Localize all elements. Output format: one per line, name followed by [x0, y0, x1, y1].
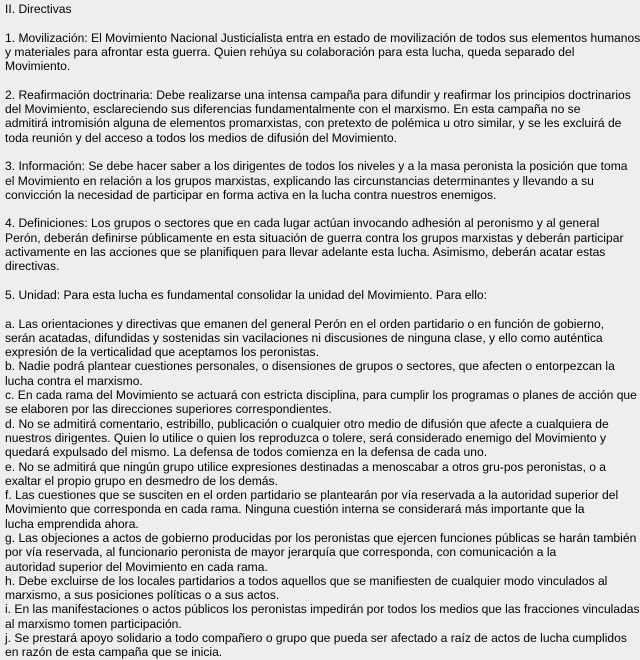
text-line: y materiales para afrontar esta guerra. Quien rehúya su colaboración para esta lucha, queda separado del [5, 44, 575, 59]
subitem-e-line: e. No se admitirá que ningún grupo utilice expresiones destinadas a menoscabar a otros gru-pos peronistas, o a [5, 459, 607, 474]
subitem-j-line: j. Se prestará apoyo solidario a todo compañero o grupo que pueda ser afectado a raíz de actos de lucha cumplidos [5, 631, 627, 646]
paragraph-gap [5, 73, 640, 87]
text-line: toda reunión y del acceso a todos los medios de difusión del Movimiento. [5, 130, 397, 145]
text-line: admitirá intromisión alguna de elementos promarxistas, con pretexto de polémica u otro similar, y se les excluirá de [5, 116, 622, 131]
subitem-g-line: por vía reservada, al funcionario peronista de mayor jerarquía que corresponda, con comunicación a la [5, 545, 557, 560]
text-line: 4. Definiciones: Los grupos o sectores que en cada lugar actúan invocando adhesión al peronismo y al general [5, 216, 600, 231]
subitem-c-line: se elaboren por las direcciones superiores correspondientes. [5, 402, 332, 417]
subitem-d-line: d. No se admitirá comentario, estribillo, publicación o cualquier otro medio de difusión que afecte a cualquiera de [5, 416, 609, 431]
directive-informacion [5, 159, 640, 202]
section-heading: II. Directivas [5, 2, 72, 16]
paragraph-gap [5, 16, 640, 30]
subitem-i-line: i. En las manifestaciones o actos públicos los peronistas impedirán por todos los medios que las fracciones vinculadas [5, 602, 640, 617]
text-line: convicción la necesidad de participar en forma activa en la lucha contra nuestros enemigos. [5, 187, 497, 202]
text-line: 3. Información: Se debe hacer saber a los dirigentes de todos los niveles y a la masa peronista la posición que toma [5, 159, 628, 174]
directive-reafirmacion-doctrinaria [5, 88, 640, 145]
subitem-i-line: al marxismo tomen participación. [5, 616, 182, 631]
subitem-d-line: nuestros dirigentes. Quien lo utilice o quien los reproduzca o tolere, será considerado enemigo del Movimiento y [5, 430, 606, 445]
subitem-d-line: quedará expulsado del mismo. La defensa de todos comienza en la defensa de cada uno. [5, 445, 488, 460]
subitem-g-line: autoridad superior del Movimiento en cada rama. [5, 559, 268, 574]
directive-definiciones [5, 216, 640, 273]
unidad-subitems [5, 317, 640, 660]
subitem-b-line: lucha contra el marxismo. [5, 373, 143, 388]
subitem-j-line: en razón de esta campaña que se inicia. [5, 645, 223, 660]
text-line: del Movimiento, esclareciendo sus diferencias fundamentalmente con el marxismo. En esta campaña no se [5, 102, 581, 117]
text-line: activamente en las acciones que se planifiquen para llevar adelante esta lucha. Asimismo, deberán acatar estas [5, 245, 606, 260]
directive-unidad [5, 288, 640, 302]
subitem-h-line: h. Debe excluirse de los locales partidarios a todos aquellos que se manifiesten de cualquier modo vinculados al [5, 573, 608, 588]
text-line: 2. Reafirmación doctrinaria: Debe realizarse una intensa campaña para difundir y reafirmar los principios doctrinarios [5, 87, 631, 102]
subitem-e-line: exaltar el propio grupo en desmedro de los demás. [5, 473, 278, 488]
subitem-f-line: f. Las cuestiones que se susciten en el orden partidario se plantearán por vía reservada a la autoridad superior del [5, 488, 619, 503]
paragraph-gap [5, 202, 640, 216]
subitem-b-line: b. Nadie podrá plantear cuestiones personales, o disensiones de grupos o sectores, que afecten o entorpezcan la [5, 359, 615, 374]
text-line: 1. Movilización: El Movimiento Nacional Justicialista entra en estado de movilización de todos sus elementos humanos [5, 30, 640, 45]
paragraph-gap [5, 145, 640, 159]
text-line: Movimiento. [5, 59, 71, 74]
text-line: 5. Unidad: Para esta lucha es fundamental consolidar la unidad del Movimiento. Para ello: [5, 287, 488, 302]
paragraph-gap [5, 274, 640, 288]
text-line: Perón, deberán definirse públicamente en esta situación de guerra contra los grupos marxistas y deberán participar [5, 230, 624, 245]
paragraph-gap [5, 302, 640, 316]
text-line: directivas. [5, 259, 60, 274]
subitem-c-line: c. En cada rama del Movimiento se actuará con estricta disciplina, para cumplir los programas o planes de acción que [5, 388, 637, 403]
text-line: el Movimiento en relación a los grupos marxistas, explicando las circunstancias determinantes y llevando a su [5, 173, 594, 188]
subitem-g-line: g. Las objeciones a actos de gobierno producidas por los peronistas que ejercen funciones públicas se harán también [5, 530, 637, 545]
subitem-f-line: lucha emprendida ahora. [5, 516, 139, 531]
subitem-h-line: marxismo, a sus posiciones políticas o a sus actos. [5, 588, 280, 603]
subitem-a-line: a. Las orientaciones y directivas que emanen del general Perón en el orden partidario o en función de gobierno, [5, 316, 605, 331]
subitem-a-line: serán acatadas, difundidas y sostenidas sin vacilaciones ni discusiones de ninguna clase, y ello como auténtica [5, 330, 603, 345]
directive-movilizacion [5, 31, 640, 74]
subitem-f-line: Movimiento que corresponda en cada rama. Ninguna cuestión interna se considerará más importante que la [5, 502, 585, 517]
subitem-a-line: expresión de la verticalidad que aceptamos los peronistas. [5, 345, 319, 360]
